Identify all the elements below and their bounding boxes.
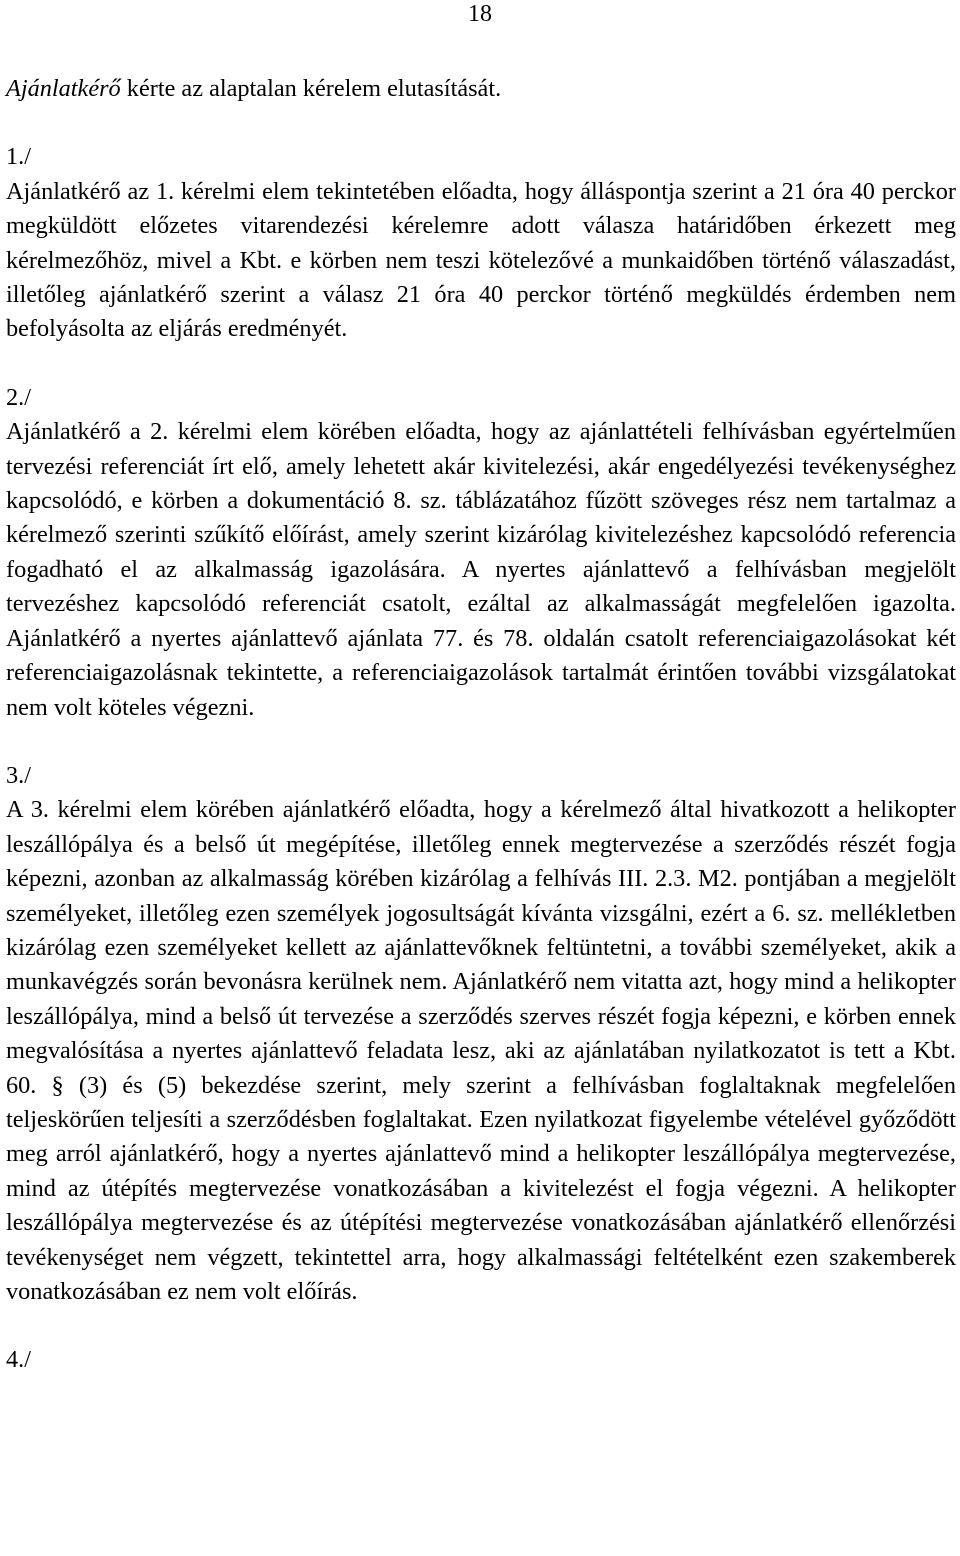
section-number: 3./: [6, 761, 31, 789]
section-4-number: 4./: [6, 1346, 31, 1374]
intro-paragraph: [6, 72, 956, 106]
page-number: 18: [468, 1, 492, 27]
section-1: [6, 140, 956, 346]
intro-emphasis: Ajánlatkérő: [6, 75, 121, 102]
section-3: [6, 759, 956, 1310]
intro-text: kérte az alaptalan kérelem elutasítását.: [120, 75, 502, 102]
section-number: 1./: [6, 143, 31, 171]
section-text: Ajánlatkérő az 1. kérelmi elem tekintetében előadta, hogy álláspontja szerint a 21 óra 40 perckor megküldött előzetes vitarendezési kérelemre adott válasza határidőben érkezett meg kérelmezőhöz, mivel a Kbt. e körben nem teszi kötelezővé a munkaidőben történő válaszadást, illetőleg ajánlatkérő szerint a válasz 21 óra 40 perckor történő megküldés érdemben nem befolyásolta az eljárás eredményét.: [6, 177, 956, 343]
section-number: 2./: [6, 383, 31, 411]
document-body: [6, 72, 956, 1378]
section-text: Ajánlatkérő a 2. kérelmi elem körében előadta, hogy az ajánlattételi felhívásban egyértelműen tervezési referenciát írt elő, amely lehetett akár kivitelezési, akár engedélyezési tevékenységhez kapcsolódó, e körben a dokumentáció 8. sz. táblázatához fűzött szöveges rész nem tartalmaz a kérelmező szerinti szűkítő előírást, amely szerint kizárólag kivitelezéshez kapcsolódó referencia fogadható el az alkalmasság igazolására. A nyertes ajánlattevő a felhívásban megjelölt tervezéshez kapcsolódó referenciát csatolt, ezáltal az alkalmasságát megfelelően igazolta. Ajánlatkérő a nyertes ajánlattevő ajánlata 77. és 78. oldalán csatolt referenciaigazolásokat két referenciaigazolásnak tekintette, a referenciaigazolások tartalmát érintően további vizsgálatokat nem volt köteles végezni.: [6, 418, 956, 721]
section-2: [6, 381, 956, 725]
section-text: A 3. kérelmi elem körében ajánlatkérő előadta, hogy a kérelmező által hivatkozott a helikopter leszállópálya és a belső út megépítése, illetőleg ennek megtervezése a szerződés részét fogja képezni, azonban az alkalmasság körében kizárólag a felhívás III. 2.3. M2. pontjában a megjelölt személyeket, illetőleg ezen személyek jogosultságát kívánta vizsgálni, ezért a 6. sz. mellékletben kizárólag ezen személyeket kellett az ajánlattevőknek feltüntetni, a további személyeket, akik a munkavégzés során bevonásra kerülnek nem. Ajánlatkérő nem vitatta azt, hogy mind a helikopter leszállópálya, mind a belső út tervezése a szerződés szerves részét fogja képezni, e körben ennek megvalósítása a nyertes ajánlattevő feladata lesz, aki az ajánlatában nyilatkozatot is tett a Kbt. 60. § (3) és (5) bekezdése szerint, mely szerint a felhívásban foglaltaknak megfelelően teljeskörűen teljesíti a szerződésben foglaltakat. Ezen nyilatkozat figyelembe vételével győződött meg arról ajánlatkérő, hogy a nyertes ajánlattevő mind a helikopter leszállópálya megtervezése, mind az útépítés megtervezése vonatkozásában a kivitelezést el fogja végezni. A helikopter leszállópálya megtervezése és az útépítési megtervezése vonatkozásában ajánlatkérő ellenőrzési tevékenységet nem végzett, tekintettel arra, hogy alkalmassági feltételként ezen szakemberek vonatkozásában ez nem volt előírás.: [6, 796, 956, 1305]
